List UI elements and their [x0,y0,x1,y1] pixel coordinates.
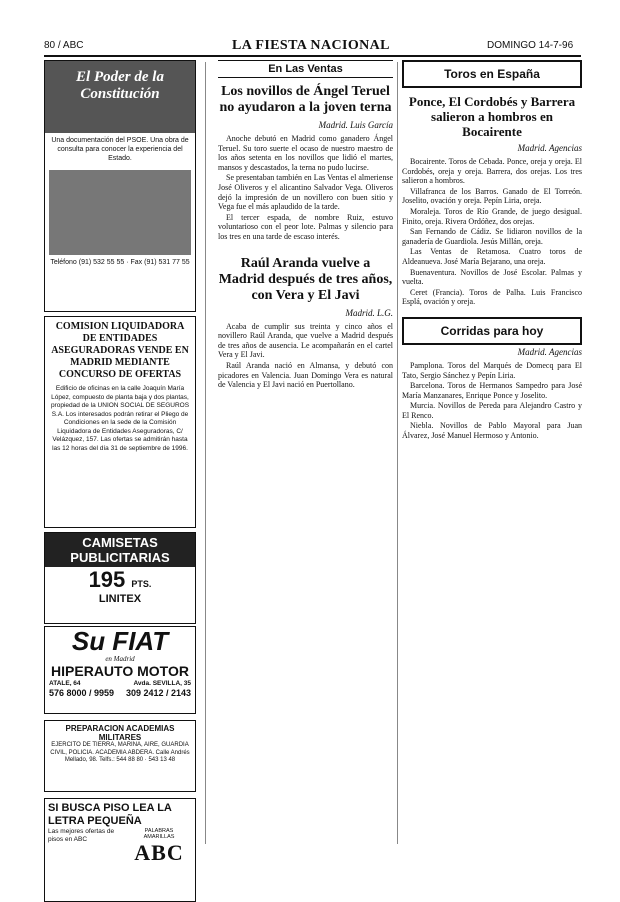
paragraph: Niebla. Novillos de Pablo Mayoral para Juan Álvarez, José Manuel Hermoso y Antonio. [402,421,582,441]
dealer-name: HIPERAUTO MOTOR [51,663,189,679]
paragraph: Murcia. Novillos de Pereda para Alejandro Castro y El Renco. [402,401,582,420]
paragraph: Acaba de cumplir sus treinta y cinco años el novillero Raúl Aranda, que vuelve a Madrid después de tres años de ausencia. Le acompañarán en el cartel Vera y El Javi. [218,321,393,360]
column-divider [397,62,398,844]
article-byline: Madrid. Luis García [318,120,393,130]
section-title: LA FIESTA NACIONAL [232,38,390,53]
address-1: ATALE, 64 [49,680,81,687]
article-body [218,322,393,390]
section-box: Toros en España [402,60,582,88]
phone-2: 309 2412 / 2143 [125,688,191,698]
ad-body: EJERCITO DE TIERRA, MARINA, AIRE, GUARDIA CIVIL, POLICIA. ACADEMIA ABDERA. Calle Andrés Mellado, 98. Telfs.: 544 88 80 · 543 13 48 [50,742,190,763]
address-2: Avda. SEVILLA, 35 [133,680,191,687]
article-headline[interactable]: Los novillos de Ángel Teruel no ayudaron a la joven terna [219,84,392,115]
paragraph: San Fernando de Cádiz. Se lidiaron novillos de la ganadería de Guardiola. Jesús Millán, oreja. [402,227,582,246]
ad-title: Su FIAT [71,626,169,656]
paragraph: Bocairente. Toros de Cebada. Ponce, oreja y oreja. El Cordobés, oreja y oreja. Barrera, dos orejas. Los tres salieron a hombros. [402,157,582,186]
article-body [402,157,582,307]
price-unit: PTS. [131,579,152,589]
ad-classifieds[interactable] [44,798,196,902]
ads-column [44,60,196,865]
paragraph: Buenaventura. Novillos de José Escolar. Palmas y vuelta. [402,267,582,287]
masthead-rule [44,55,581,57]
ad-phone: Teléfono (91) 532 55 55 · Fax (91) 531 77 55 [50,259,190,266]
paragraph: Ceret (Francia). Toros de Palha. Luis Francisco Esplá, ovación y oreja. [402,287,582,307]
paragraph: Las Ventas de Retamosa. Cuatro toros de Aldeanueva. José María Bejarano, una oreja. [402,247,582,266]
paragraph: Raúl Aranda nació en Almansa, y debutó con picadores en Valencia. Juan Domingo Vera es natural de Valencia y El Javi nació en Puertollano. [218,360,393,390]
section-label: En Las Ventas [218,60,393,78]
ad-liquidation[interactable] [44,316,196,528]
ad-body: Edificio de oficinas en la calle Joaquín María López, compuesto de planta baja y dos plantas, propiedad de la UNION SOCIAL DE SEGUROS S.A. Los interesados podrán retirar el Pliego de Condiciones en la sede de la Comisión Liquidadora de Entidades Aseguradoras, C/ Velázquez, 157. Las ofertas se admitirán hasta las 12 horas del día 31 de septiembre de 1996. [50,385,190,452]
ad-body: Las mejores ofertas de pisos en ABC [48,828,115,843]
issue-date: DOMINGO 14-7-96 [487,40,574,51]
ad-title: COMISION LIQUIDADORA DE ENTIDADES ASEGURADORAS VENDE EN MADRID MEDIANTE CONCURSO DE OFERTAS [51,321,189,380]
phone-1: 576 8000 / 9959 [49,688,115,698]
paragraph: Moraleja. Toros de Río Grande, de juego desigual. Finito, oreja. Rivera Ordóñez, dos orejas. [402,206,582,226]
section-box: Corridas para hoy [402,317,582,345]
article-headline[interactable]: Raúl Aranda vuelve a Madrid después de tres años, con Vera y El Javi [218,255,393,303]
article-headline[interactable]: Ponce, El Cordobés y Barrera salieron a hombros en Bocairente [408,94,576,139]
logo-caption: PALABRAS AMARILLAS [143,828,175,840]
paragraph: Pamplona. Toros del Marqués de Domecq para El Tato, Sergio Sánchez y Pepín Liria. [402,360,582,380]
main-column [218,60,393,848]
article-byline: Madrid. L.G. [345,307,393,318]
paragraph: Villafranca de los Barros. Ganado de El Torreón. Joselito, ovación y oreja. Pepín Liria, oreja. [402,186,582,206]
article-byline: Madrid. Agencias [517,143,582,153]
paragraph: El tercer espada, de nombre Ruiz, estuvo voluntarioso con el peor lote. Palmas y silencio para los tres en una tarde de escaso interés. [218,212,393,241]
article-body [218,134,393,242]
ad-title: PREPARACION ACADEMIAS MILITARES [65,724,175,742]
paragraph: Barcelona. Toros de Hermanos Sampedro para José María Manzanares, Enrique Ponce y Joselito. [402,381,582,400]
column-divider [205,62,206,844]
ad-subtitle: Una documentación del PSOE. Una obra de consulta para conocer la experiencia del Estado. [51,137,189,162]
ad-subtitle: en Madrid [105,655,135,663]
dealer-phones [45,688,195,698]
logo-text: ABC [134,840,184,865]
dealer-addresses [45,679,195,688]
ad-constitution[interactable] [44,60,196,312]
article-byline: Madrid. Agencias [517,346,582,357]
ad-military-academy[interactable] [44,720,196,792]
ad-photo [49,170,191,255]
ad-price [45,567,195,593]
price-value: 195 [88,567,126,592]
paragraph: Se presentaban también en Las Ventas el almeriense José Oliveros y el alicantino Salvador Vega. Oliveros dejó la impresión de un novillero con buen sitio y Vega fue el más aplaudido de la tarde. [218,173,393,212]
ad-brand: LINITEX [98,593,142,605]
abc-logo [130,828,188,866]
article-body [402,361,582,441]
paragraph: Anoche debutó en Madrid como ganadero Ángel Teruel. Su toro suerte el ocaso de nuestro maestro de los años setenta en los novillos que lidió el martes, mansos y descastados, la terna no pudo lucirse. [218,134,393,172]
ad-title: CAMISETAS PUBLICITARIAS [45,533,195,567]
right-column [402,60,582,848]
ad-fiat[interactable] [44,626,196,714]
ad-title: SI BUSCA PISO LEA LA LETRA PEQUEÑA [48,802,172,827]
ad-title: El Poder de la Constitución [45,61,195,133]
page-number: 80 / ABC [44,40,84,51]
ad-tshirts[interactable] [44,532,196,624]
